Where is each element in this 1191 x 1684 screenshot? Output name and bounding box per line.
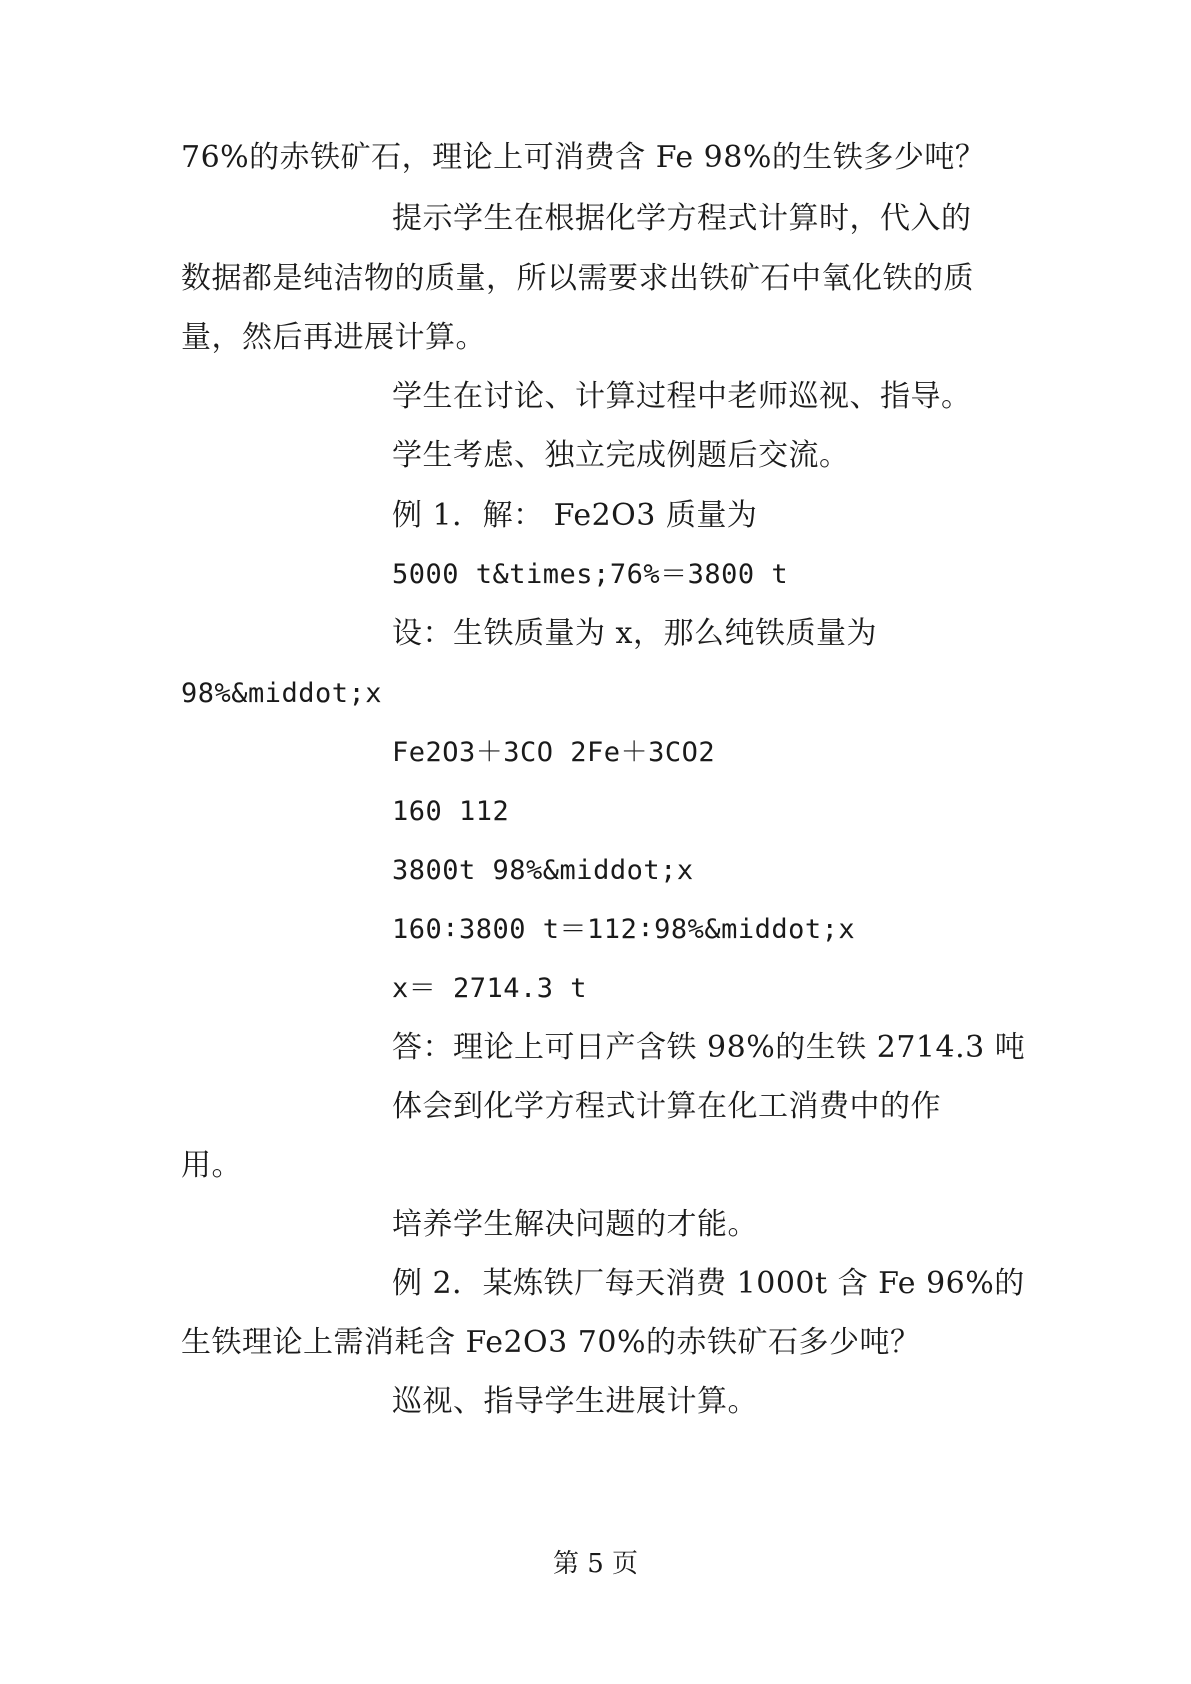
text-line-6: 学生考虑、独立完成例题后交流。: [392, 438, 850, 473]
text-line-16: 答：理论上可日产含铁 98%的生铁 2714.3 吨: [392, 1030, 1026, 1065]
text-line-5: 学生在讨论、计算过程中老师巡视、指导。: [392, 379, 972, 414]
text-line-1: 76%的赤铁矿石，理论上可消费含 Fe 98%的生铁多少吨？: [181, 140, 986, 175]
text-line-8: 5000 t&times;76%＝3800 t: [392, 559, 789, 590]
page-number: 第 5 页: [552, 1549, 639, 1579]
text-line-20: 例 2．某炼铁厂每天消费 1000t 含 Fe 96%的: [392, 1266, 1025, 1301]
text-line-15: x＝ 2714.3 t: [392, 973, 588, 1004]
text-line-2: 提示学生在根据化学方程式计算时，代入的: [392, 201, 972, 236]
text-line-3: 数据都是纯洁物的质量，所以需要求出铁矿石中氧化铁的质: [181, 261, 974, 296]
text-line-10: 98%&middot;x: [181, 678, 383, 709]
text-line-11: Fe2O3＋3CO 2Fe＋3CO2: [392, 737, 716, 768]
text-line-13: 3800t 98%&middot;x: [392, 855, 694, 886]
text-line-12: 160 112: [392, 796, 510, 827]
text-line-4: 量，然后再进展计算。: [181, 320, 486, 355]
text-line-18: 用。: [181, 1148, 242, 1183]
text-line-17: 体会到化学方程式计算在化工消费中的作: [392, 1089, 941, 1124]
text-line-9: 设：生铁质量为 x，那么纯铁质量为: [392, 616, 877, 651]
text-line-19: 培养学生解决问题的才能。: [392, 1207, 758, 1242]
text-line-14: 160∶3800 t＝112∶98%&middot;x: [392, 914, 856, 945]
text-line-22: 巡视、指导学生进展计算。: [392, 1384, 758, 1419]
text-line-7: 例 1．解： Fe2O3 质量为: [392, 498, 758, 533]
text-line-21: 生铁理论上需消耗含 Fe2O3 70%的赤铁矿石多少吨？: [181, 1325, 921, 1360]
